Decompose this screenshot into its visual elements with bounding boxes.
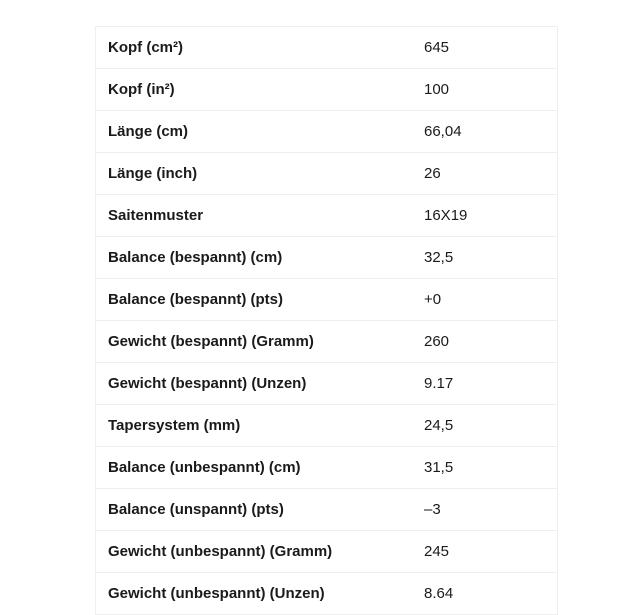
- specifications-table: [95, 26, 558, 615]
- spec-value: 26: [412, 153, 558, 195]
- table-row: [96, 27, 558, 69]
- spec-label: Tapersystem (mm): [96, 405, 413, 447]
- table-row: [96, 69, 558, 111]
- spec-value: 245: [412, 531, 558, 573]
- table-row: [96, 531, 558, 573]
- spec-value: 66,04: [412, 111, 558, 153]
- spec-label: Gewicht (bespannt) (Unzen): [96, 363, 413, 405]
- spec-label: Balance (unbespannt) (cm): [96, 447, 413, 489]
- table-row: [96, 195, 558, 237]
- table-row: [96, 321, 558, 363]
- spec-label: Kopf (in²): [96, 69, 413, 111]
- spec-label: Kopf (cm²): [96, 27, 413, 69]
- table-row: [96, 237, 558, 279]
- specifications-table-body: [96, 27, 558, 615]
- table-row: [96, 111, 558, 153]
- spec-label: Balance (bespannt) (cm): [96, 237, 413, 279]
- spec-value: 260: [412, 321, 558, 363]
- spec-label: Balance (unspannt) (pts): [96, 489, 413, 531]
- spec-value: +0: [412, 279, 558, 321]
- spec-label: Gewicht (unbespannt) (Unzen): [96, 573, 413, 615]
- spec-value: –3: [412, 489, 558, 531]
- spec-label: Saitenmuster: [96, 195, 413, 237]
- spec-label: Balance (bespannt) (pts): [96, 279, 413, 321]
- spec-label: Gewicht (unbespannt) (Gramm): [96, 531, 413, 573]
- table-row: [96, 279, 558, 321]
- spec-label: Länge (cm): [96, 111, 413, 153]
- spec-value: 8.64: [412, 573, 558, 615]
- spec-value: 16X19: [412, 195, 558, 237]
- spec-value: 32,5: [412, 237, 558, 279]
- spec-value: 645: [412, 27, 558, 69]
- spec-value: 31,5: [412, 447, 558, 489]
- table-row: [96, 489, 558, 531]
- table-row: [96, 447, 558, 489]
- spec-label: Gewicht (bespannt) (Gramm): [96, 321, 413, 363]
- spec-label: Länge (inch): [96, 153, 413, 195]
- spec-value: 9.17: [412, 363, 558, 405]
- table-row: [96, 363, 558, 405]
- table-row: [96, 153, 558, 195]
- spec-value: 24,5: [412, 405, 558, 447]
- table-row: [96, 405, 558, 447]
- spec-value: 100: [412, 69, 558, 111]
- table-row: [96, 573, 558, 615]
